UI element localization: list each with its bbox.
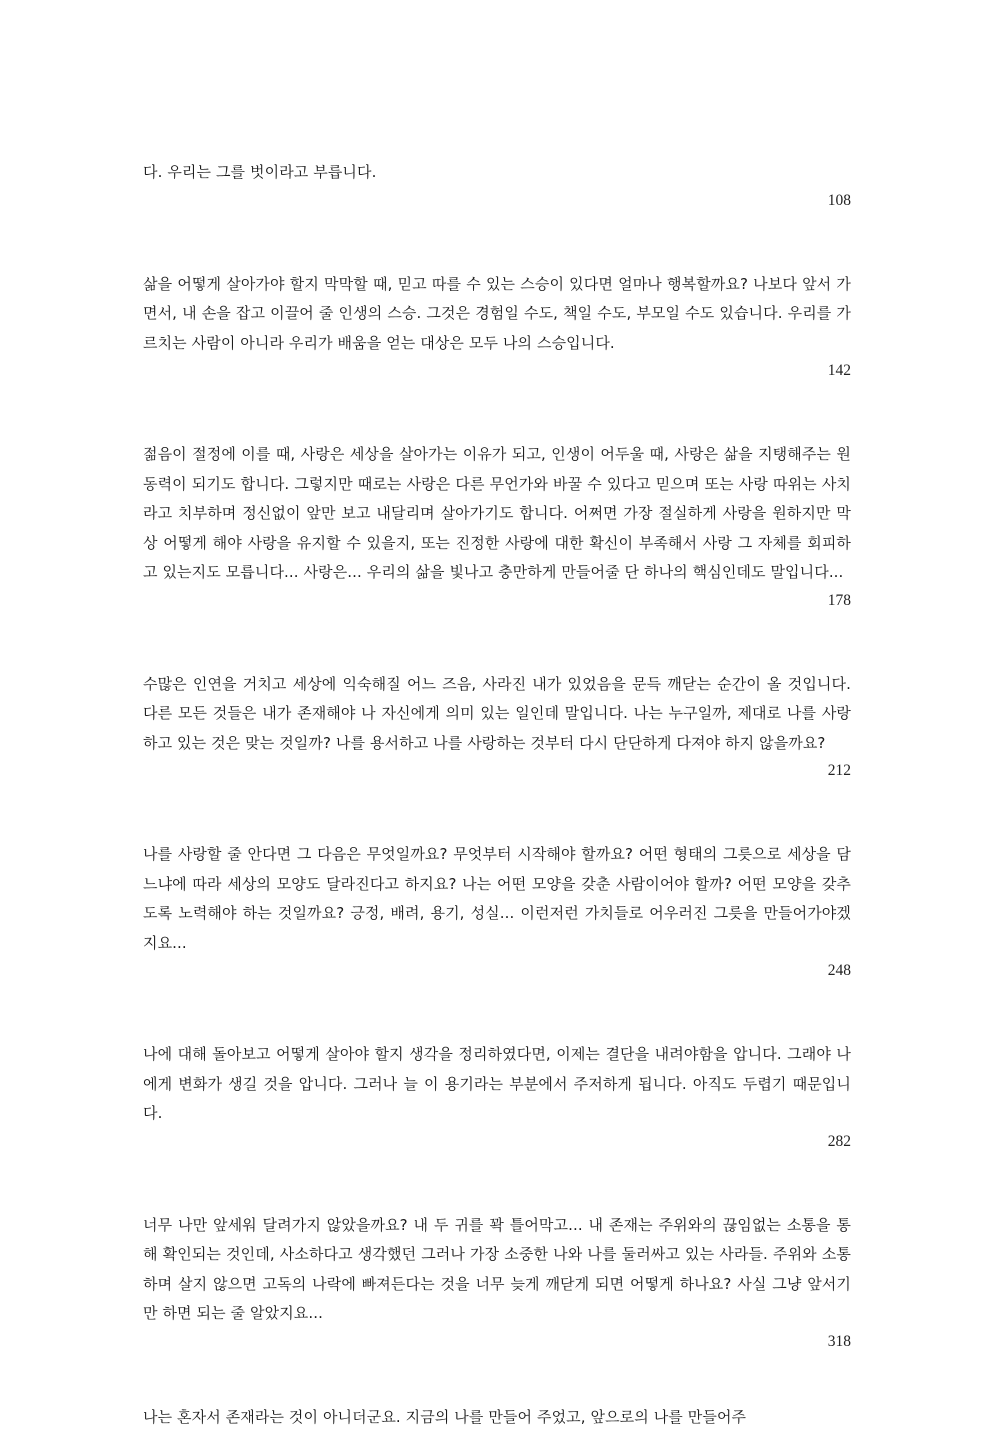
page-number-3: 178 [143, 588, 851, 614]
paragraph-3: 젊음이 절정에 이를 때, 사랑은 세상을 살아가는 이유가 되고, 인생이 어두울 때, 사랑은 삶을 지탱해주는 원동력이 되기도 합니다. 그렇지만 때로는 사랑은 다른 무언가와 바꿀 수 있다고 믿으며 또는 사랑 따위는 사치라고 치부하며 정신없이 앞만 보고 내달리며 살아가기도 합니다. 어쩌면 가장 절실하게 사랑을 원하지만 막상 어떻게 해야 사랑을 유지할 수 있을지, 또는 진정한 사랑에 대한 확신이 부족해서 사랑 그 자체를 회피하고 있는지도 모릅니다... 사랑은... 우리의 삶을 빛나고 충만하게 만들어줄 단 하나의 핵심인데도 말입니다... [143, 440, 851, 588]
paragraph-4: 수많은 인연을 거치고 세상에 익숙해질 어느 즈음, 사라진 내가 있었음을 문득 깨닫는 순간이 올 것입니다. 다른 모든 것들은 내가 존재해야 나 자신에게 의미 있는 일인데 말입니다. 나는 누구일까, 제대로 나를 사랑하고 있는 것은 맞는 것일까? 나를 용서하고 나를 사랑하는 것부터 다시 단단하게 다져야 하지 않을까요? [143, 670, 851, 759]
spacer [143, 384, 851, 440]
page-content [143, 158, 851, 1432]
page-number-7: 318 [143, 1329, 851, 1355]
page-number-1: 108 [143, 188, 851, 214]
spacer [143, 214, 851, 270]
page-number-6: 282 [143, 1129, 851, 1155]
spacer [143, 1155, 851, 1211]
paragraph-5: 나를 사랑할 줄 안다면 그 다음은 무엇일까요? 무엇부터 시작해야 할까요? 어떤 형태의 그릇으로 세상을 담느냐에 따라 세상의 모양도 달라진다고 하지요? 나는 어떤 모양을 갖춘 사람이어야 할까? 어떤 모양을 갖추도록 노력해야 하는 것일까요? 긍정, 배려, 용기, 성실... 이런저런 가치들로 어우러진 그릇을 만들어가야겠지요... [143, 840, 851, 958]
page-number-2: 142 [143, 358, 851, 384]
page-number-5: 248 [143, 958, 851, 984]
paragraph-2: 삶을 어떻게 살아가야 할지 막막할 때, 믿고 따를 수 있는 스승이 있다면 얼마나 행복할까요? 나보다 앞서 가면서, 내 손을 잡고 이끌어 줄 인생의 스승. 그것은 경험일 수도, 책일 수도, 부모일 수도 있습니다. 우리를 가르치는 사람이 아니라 우리가 배움을 얻는 대상은 모두 나의 스승입니다. [143, 270, 851, 359]
paragraph-8: 나는 혼자서 존재라는 것이 아니더군요. 지금의 나를 만들어 주었고, 앞으로의 나를 만들어주 [143, 1403, 851, 1432]
spacer [143, 784, 851, 840]
spacer [143, 1355, 851, 1403]
spacer [143, 614, 851, 670]
paragraph-1: 다. 우리는 그를 벗이라고 부릅니다. [143, 158, 851, 188]
page-number-4: 212 [143, 758, 851, 784]
paragraph-6: 나에 대해 돌아보고 어떻게 살아야 할지 생각을 정리하였다면, 이제는 결단을 내려야함을 압니다. 그래야 나에게 변화가 생길 것을 압니다. 그러나 늘 이 용기라는 부분에서 주저하게 됩니다. 아직도 두렵기 때문입니다. [143, 1040, 851, 1129]
spacer [143, 984, 851, 1040]
paragraph-7: 너무 나만 앞세워 달려가지 않았을까요? 내 두 귀를 꽉 틀어막고... 내 존재는 주위와의 끊임없는 소통을 통해 확인되는 것인데, 사소하다고 생각했던 그러나 가장 소중한 나와 나를 둘러싸고 있는 사라들. 주위와 소통하며 살지 않으면 고독의 나락에 빠져든다는 것을 너무 늦게 깨닫게 되면 어떻게 하나요? 사실 그냥 앞서기만 하면 되는 줄 알았지요... [143, 1211, 851, 1329]
